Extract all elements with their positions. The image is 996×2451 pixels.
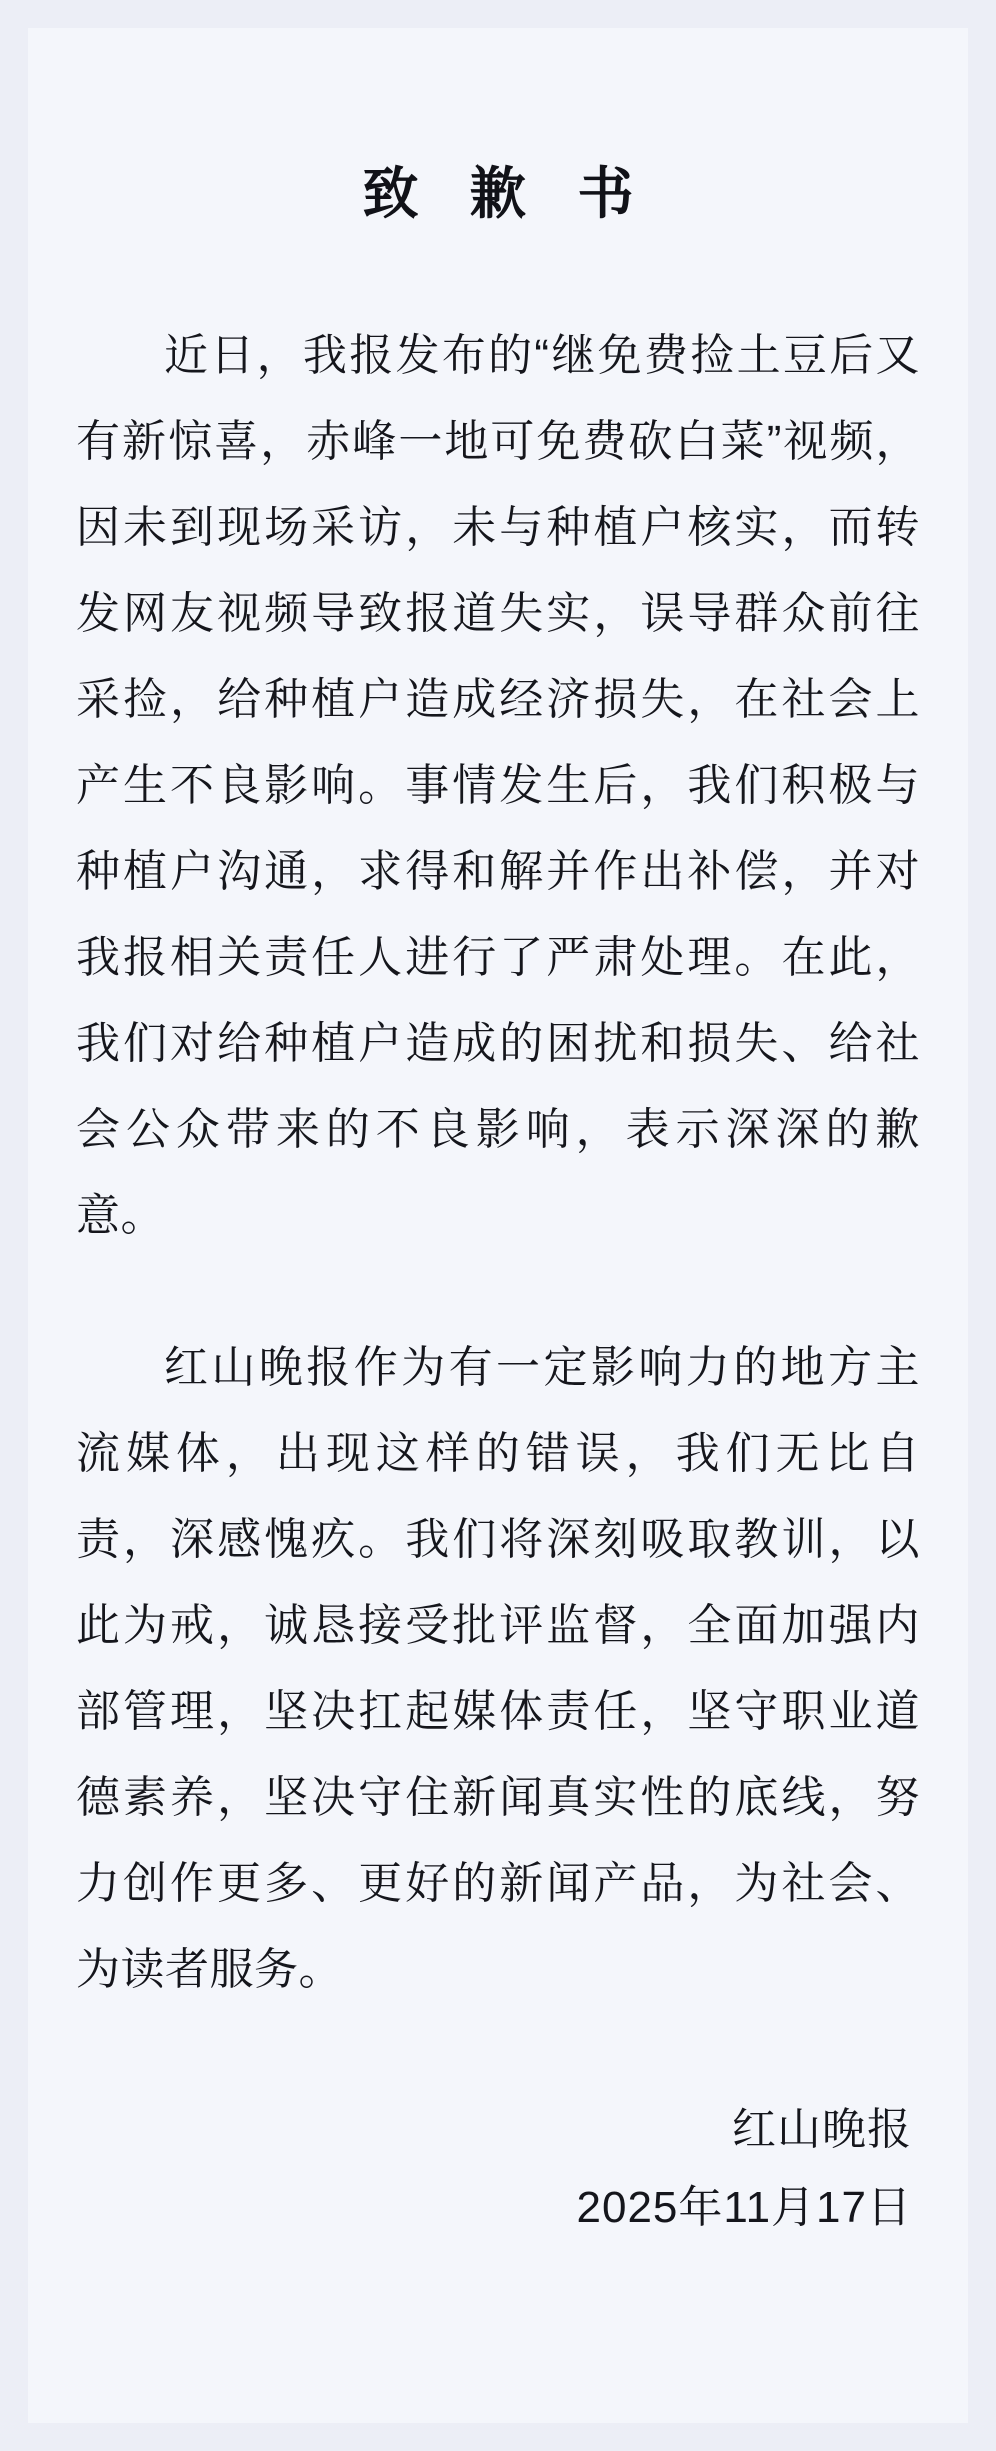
page-title: 致 歉 书 — [362, 162, 652, 225]
signature-date: 2025年11月17日 — [576, 2182, 912, 2232]
signature-organization: 红山晚报 — [732, 2104, 912, 2154]
paragraph-2: 红山晚报作为有一定影响力的地方主流媒体，出现这样的错误，我们无比自责，深感愧疚。我们将深刻吸取教训，以此为戒，诚恳接受批评监督，全面加强内部管理，坚决扛起媒体责任，坚守职业道德素养，坚决守住新闻真实性的底线，努力创作更多、更好的新闻产品，为社会、为读者服务。 — [76, 1342, 920, 1994]
document-sheet — [28, 28, 968, 2423]
document-body — [28, 313, 968, 2013]
paragraph-1: 近日，我报发布的“继免费捡土豆后又有新惊喜，赤峰一地可免费砍白菜”视频，因未到现场采访，未与种植户核实，而转发网友视频导致报道失实，误导群众前往采捡，给种植户造成经济损失，在社会上产生不良影响。事情发生后，我们积极与种植户沟通，求得和解并作出补偿，并对我报相关责任人进行了严肃处理。在此，我们对给种植户造成的困扰和损失、给社会公众带来的不良影响，表示深深的歉意。 — [76, 330, 920, 1240]
signature-block — [28, 2091, 968, 2247]
